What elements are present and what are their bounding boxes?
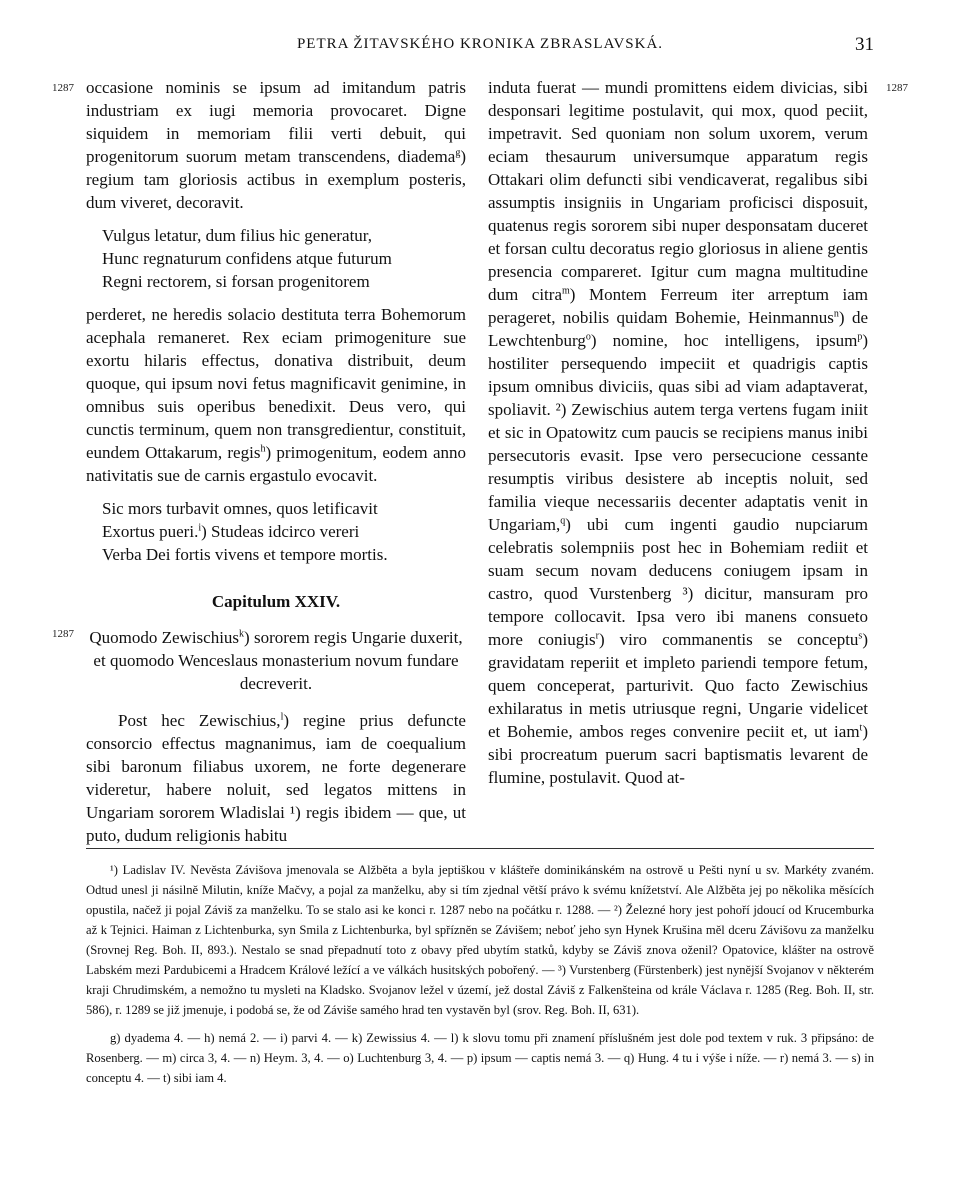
margin-year-left-chapter: 1287 xyxy=(52,628,74,640)
verse-line: Sic mors turbavit omnes, quos letificavit xyxy=(102,499,378,518)
footnotes-numbered: ¹) Ladislav IV. Nevěsta Závišova jmenovala se Alžběta a byla jeptiškou v klášteře dominikánském na ostrově u Pešti nyní u sv. Markéty zvaném. Odtud unesl ji násilně Milutin, kníže Mačvy, a pojal za manželku, aby si tím zjednal větší právo k svému knížetství. Ale Alžběta jej po několika měsících opustila, načež ji pojal Záviš za manželku. To se stalo asi ke konci r. 1287 nebo na počátku r. 1288. — ²) Železné hory jest pohoří jdoucí od Krucemburka až k Tejnici. Haiman z Lichtenburka, syn Smila z Lichtenburka, byl spřízněn se Závišem; neboť jeho syn Hynek Krušina měl dceru Závišovu za manželku (Srovnej Reg. Boh. II, 893.). Nestalo se snad přepadnutí toto z obavy před ubytím statků, kdyby se Záviš znova oženil? Opatovice, klášter na ostrově Labském mezi Pardubicemi a Hradcem Králové ležící a ve válkách husitských pobořený. — ³) Vurstenberg (Fürstenberk) jest nynější Svojanov v některém kraji Chrudimském, a nemožno tu mysleti na Kladsko. Svojanov ležel v území, jež dostal Záviš z Falkenšteina od krále Václava r. 1285 (Reg. Boh. II, str. 586), r. 1289 se již jmenuje, i podobá se, že od Záviše samého hrad ten vystavěn byl (srov. Reg. Boh. II, 631). xyxy=(86,863,874,1017)
right-column xyxy=(488,76,868,789)
margin-year-left-top: 1287 xyxy=(52,82,74,94)
left-column xyxy=(86,76,466,847)
verse-line: Hunc regnaturum confidens atque futurum xyxy=(102,249,392,268)
right-paragraph: induta fuerat — mundi promittens eidem divicias, sibi desponsari legitime postulavit, qui mox, quod peciit, impetravit. Sed quoniam non solum uxorem, verum eciam thesaurum universumque apparatum regis Ottakari olim defuncti sibi vendicaverat, regalibus sibi assumptis insigniis in Ungariam proficisci disposuit, quatenus regis sororem sibi nuper desponsatam duceret et forsan cultu decoratus regio gloriosus in aliene gentis presencia compareret. Igitur cum magna multitudine dum citra$^m$) Montem Ferreum iter arreptum iam perageret, nobilis quidam Bohemie, Heinmannus$^n$) de Lewchtenburg$^o$) nomine, hoc intelligens, ipsum$^p$) hostiliter persequendo impeciit et quadrigis captis ipsum omnibus diviciis, quas sibi ad viam adaptaverat, spoliavit. ²) Zewischius autem terga vertens fugam iniit et sic in Opatowitz cum paucis se recipiens manus inibi persecutoris evasit. Ipse vero persecucione cessante resumptis viribus desistere ab inceptis noluit, sed familia vieque necessariis decenter adaptatis venit in Ungariam,$^q$) ubi cum ingenti gaudio nupciarum celebratis solempniis post hec in Bohemiam rediit et suam secum novam deducens coniugem ipsam in castro, quod Vurstenberg ³) dicitur, mansuram pro tempore collocavit. Ipsa vero ibi manens consueto more coniugis$^r$) viro commanentis se conceptu$^s$) gravidatam reperiit et impleto pariendi tempore fetum, quem conceperat, parturivit. Quo facto Zewischius exhilaratus in metis utriusque regni, Ungarie videlicet et Bohemie, ambos reges convenire peciit et, ut iam$^t$) sibi procreatum puerum sacri baptismatis levarent de flumine, postulavit. Quod at- xyxy=(488,78,868,787)
paragraph-1: occasione nominis se ipsum ad imitandum patris industriam ex iugi memoria provocaret. Digne siquidem in memoriam filii verti debuit, qui progenitorum suorum metam transcendens, diadema$^g$) regium tam gloriosis actibus in exemplum posteris, dum viveret, decoravit. xyxy=(86,78,466,212)
verse-1 xyxy=(102,224,466,293)
footnote-divider xyxy=(86,848,874,849)
verse-line: Vulgus letatur, dum filius hic generatur, xyxy=(102,226,373,245)
footnotes xyxy=(86,860,874,1088)
verse-2 xyxy=(102,497,466,566)
verse-line: Exortus pueri.$^i$) Studeas idcirco vereri xyxy=(102,522,360,541)
footnotes-variants: g) dyadema 4. — h) nemá 2. — i) parvi 4. — k) Zewissius 4. — l) k slovu tomu při znamení příslušném jest dole pod textem v ruk. 3 připsáno: de Rosenberg. — m) circa 3, 4. — n) Heym. 3, 4. — o) Luchtenburg 3, 4. — p) ipsum — captis nemá 3. — q) Hung. 4 tu i výše i níže. — r) nemá 3. — s) in conceptu 4. — t) sibi iam 4. xyxy=(86,1031,874,1085)
running-title: PETRA ŽITAVSKÉHO KRONIKA ZBRASLAVSKÁ. xyxy=(296,36,664,52)
paragraph-3: Post hec Zewischius,$^l$) regine prius defuncte consorcio effectus magnanimus, iam de coequalium sibi baronum filiabus uxorem, ne forte degenerare videretur, habere noluit, sed legatos mittens in Ungariam sororem Wladislai ¹) regis ibidem — que, ut puto, dudum religionis habitu xyxy=(86,711,466,845)
margin-year-right-top: 1287 xyxy=(886,82,908,94)
verse-line: Regni rectorem, si forsan progenitorem xyxy=(102,272,370,291)
verse-line: Verba Dei fortis vivens et tempore mortis. xyxy=(102,545,388,564)
chapter-summary: Quomodo Zewischius$^k$) sororem regis Ungarie duxerit, et quomodo Wenceslaus monasterium novum fundare decreverit. xyxy=(89,628,463,693)
page-number: 31 xyxy=(855,34,874,55)
paragraph-2: perderet, ne heredis solacio destituta terra Bohemorum acephala remaneret. Rex eciam primogeniture sue exortu hilaris effectus, donativa distribuit, deum quoque, qui ipsum novi fetus magnificavit genimine, in omnibus suis operibus benedixit. Deus vero, qui cunctis terminum, quem non transgredientur, constituit, eundem Ottakarum, regis$^h$) primogenitum, eodem anno nativitatis sue de carnis ergastulo evocavit. xyxy=(86,305,467,485)
chapter-title: Capitulum XXIV. xyxy=(211,592,341,611)
